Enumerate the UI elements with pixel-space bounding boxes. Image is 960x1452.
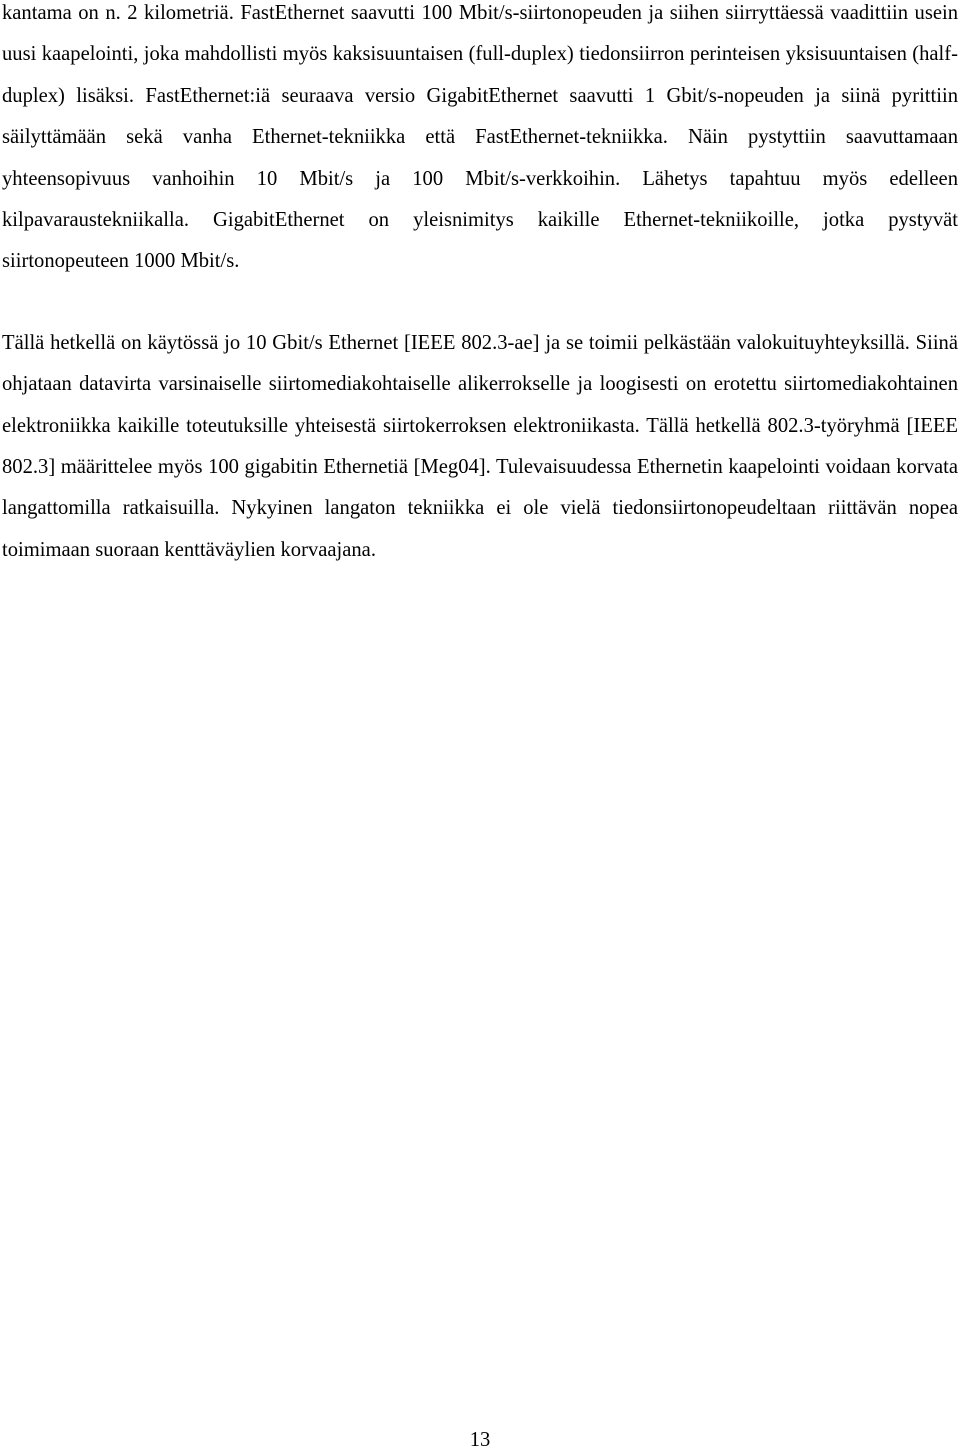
page-number: 13 [469, 1429, 491, 1451]
paragraph-10-gbit-ethernet: Tällä hetkellä on käytössä jo 10 Gbit/s Ethernet [IEEE 802.3-ae] ja se toimii pelkästään valokuituyhteyksillä. Siinä ohjataan datavirta varsinaiselle siirtomediakohtaiselle alikerrokselle ja loogisesti on erotettu siirtomediakohtainen elektroniikka kaikille toteutuksille yhteisestä siirtokerroksen elektroniikasta. Tällä hetkellä 802.3-työryhmä [IEEE 802.3] määrittelee myös 100 gigabitin Ethernetiä [Meg04]. Tulevaisuudessa Ethernetin kaapelointi voidaan korvata langattomilla ratkaisuilla. Nykyinen langaton tekniikka ei ole vielä tiedonsiirtonopeudeltaan riittävän nopea toimimaan suoraan kenttäväylien korvaajana. [2, 331, 958, 561]
paragraph-ethernet-history: kantama on n. 2 kilometriä. FastEthernet saavutti 100 Mbit/s-siirtonopeuden ja siihen siirryttäessä vaadittiin usein uusi kaapelointi, joka mahdollisti myös kaksisuuntaisen (full-duplex) tiedonsiirron perinteisen yksisuuntaisen (half-duplex) lisäksi. FastEthernet:iä seuraava versio GigabitEthernet saavutti 1 Gbit/s-nopeuden ja siinä pyrittiin säilyttämään sekä vanha Ethernet-tekniikka että FastEthernet-tekniikka. Näin pystyttiin saavuttamaan yhteensopivuus vanhoihin 10 Mbit/s ja 100 Mbit/s-verkkoihin. Lähetys tapahtuu myös edelleen kilpavaraustekniikalla. GigabitEthernet on yleisnimitys kaikille Ethernet-tekniikoille, jotka pystyvät siirtonopeuteen 1000 Mbit/s. [2, 2, 958, 273]
document-page [2, 0, 958, 571]
